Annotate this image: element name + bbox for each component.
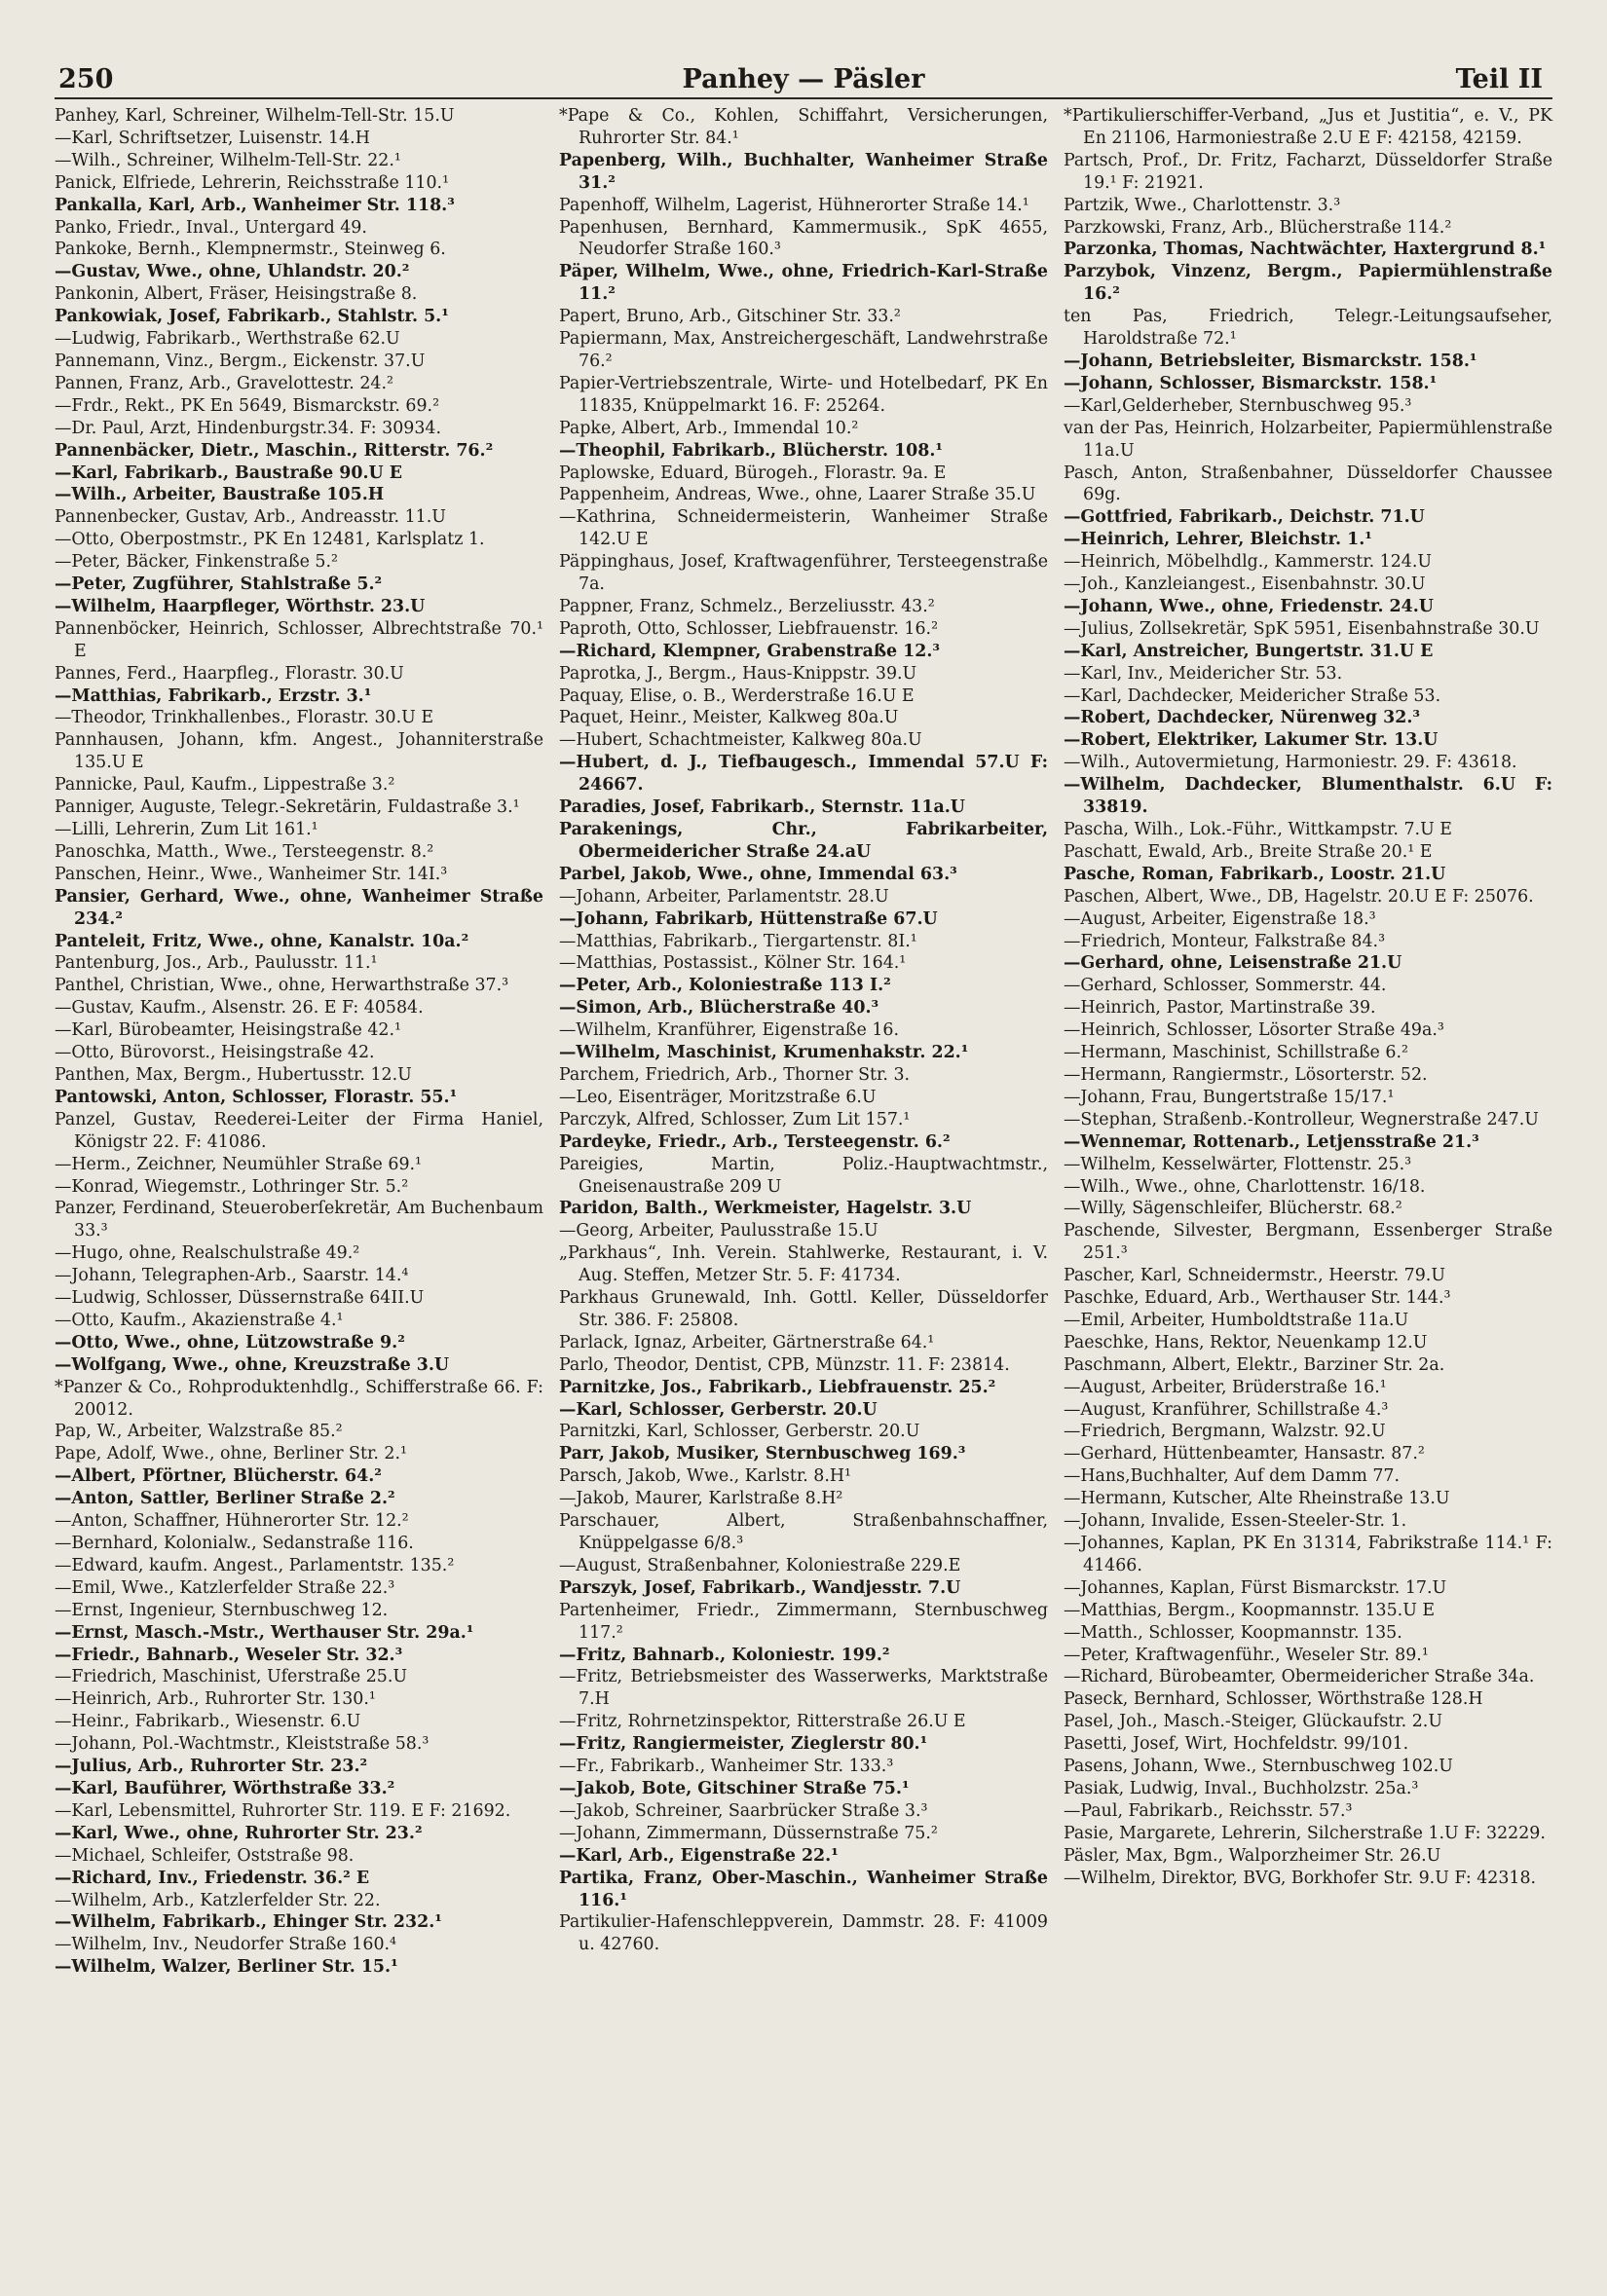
directory-entry: —Michael, Schleifer, Oststraße 98. — [55, 1845, 355, 1866]
directory-entry: „Parkhaus“, Inh. Verein. Stahlwerke, Restaurant, i. V. Aug. Steffen, Metzer Str. 5. F: 41734. — [559, 1243, 1048, 1286]
directory-entry: —Konrad, Wiegemstr., Lothringer Str. 5.² — [55, 1176, 409, 1197]
directory-entry: —Karl, Wwe., ohne, Ruhrorter Str. 23.² — [55, 1823, 423, 1843]
directory-entry: Partenheimer, Friedr., Zimmermann, Sternbuschweg 117.² — [559, 1600, 1048, 1643]
directory-entry: —Hermann, Maschinist, Schillstraße 6.² — [1064, 1043, 1408, 1063]
directory-entry: Parschauer, Albert, Straßenbahnschaffner, Knüppelgasse 6/8.³ — [559, 1511, 1048, 1553]
directory-entry: —Leo, Eisenträger, Moritzstraße 6.U — [559, 1087, 877, 1107]
directory-entry: —Fritz, Betriebsmeister des Wasserwerks, Marktstraße 7.H — [559, 1667, 1048, 1710]
directory-entry: —Ernst, Masch.-Mstr., Werthauser Str. 29a.¹ — [55, 1622, 474, 1643]
directory-entry: —Wilhelm, Kesselwärter, Flottenstr. 25.³ — [1064, 1154, 1412, 1174]
directory-entry: —Johann, Telegraphen-Arb., Saarstr. 14.⁴ — [55, 1266, 409, 1286]
directory-entry: —Jakob, Maurer, Karlstraße 8.H² — [559, 1489, 843, 1509]
directory-entry: Pankowiak, Josef, Fabrikarb., Stahlstr. 5.¹ — [55, 307, 449, 327]
directory-entry: —Matthias, Fabrikarb., Erzstr. 3.¹ — [55, 685, 372, 706]
directory-entry: —Wilhelm, Maschinist, Krumenhakstr. 22.¹ — [559, 1043, 969, 1063]
directory-entry: —Fritz, Rohrnetzinspektor, Ritterstraße 26.U E — [559, 1712, 966, 1732]
directory-entry: Pappner, Franz, Schmelz., Berzeliusstr. 43.² — [559, 596, 935, 616]
directory-entry: —Hans,Buchhalter, Auf dem Damm 77. — [1064, 1466, 1401, 1487]
directory-entry: —Wilhelm, Direktor, BVG, Borkhofer Str. 9.U F: 42318. — [1064, 1868, 1537, 1888]
directory-entry: —Johann, Zimmermann, Düssernstraße 75.² — [559, 1823, 938, 1843]
directory-entry: Papenhusen, Bernhard, Kammermusik., SpK 4655, Neudorfer Straße 160.³ — [559, 217, 1048, 260]
directory-entry: —Hubert, Schachtmeister, Kalkweg 80a.U — [559, 730, 922, 751]
directory-entry: Panniger, Auguste, Telegr.-Sekretärin, Fuldastraße 3.¹ — [55, 797, 520, 818]
directory-entry: Paridon, Balth., Werkmeister, Hagelstr. 3.U — [559, 1199, 972, 1219]
directory-entry: Pappenheim, Andreas, Wwe., ohne, Laarer Straße 35.U — [559, 485, 1036, 505]
directory-entry: —Gustav, Kaufm., Alsenstr. 26. E F: 40584. — [55, 998, 424, 1018]
directory-entry: Parlack, Ignaz, Arbeiter, Gärtnerstraße 64.¹ — [559, 1332, 935, 1352]
directory-entry: —Wilhelm, Arb., Katzlerfelder Str. 22. — [55, 1890, 381, 1910]
directory-entry: —Emil, Wwe., Katzlerfelder Straße 22.³ — [55, 1577, 395, 1598]
directory-entry: Parr, Jakob, Musiker, Sternbuschweg 169.³ — [559, 1444, 966, 1464]
directory-entry: —Richard, Klempner, Grabenstraße 12.³ — [559, 641, 941, 661]
directory-entry: —Joh., Kanzleiangest., Eisenbahnstr. 30.U — [1064, 574, 1426, 595]
directory-entry: —Heinr., Fabrikarb., Wiesenstr. 6.U — [55, 1712, 361, 1732]
column-3 — [1064, 105, 1552, 1979]
column-2 — [559, 105, 1048, 1979]
directory-entry: Panthel, Christian, Wwe., ohne, Herwarthstraße 37.³ — [55, 976, 509, 996]
directory-entry: —Gerhard, ohne, Leisenstraße 21.U — [1064, 953, 1402, 974]
directory-entry: —Heinrich, Möbelhdlg., Kammerstr. 124.U — [1064, 552, 1433, 573]
directory-entry: Paschen, Albert, Wwe., DB, Hagelstr. 20.U E F: 25076. — [1064, 886, 1534, 907]
running-title: Panhey — Päsler — [682, 64, 925, 94]
directory-entry: —Wilhelm, Dachdecker, Blumenthalstr. 6.U F: 33819. — [1064, 775, 1552, 818]
directory-entry: —Wilh., Schreiner, Wilhelm-Tell-Str. 22.¹ — [55, 150, 401, 170]
directory-entry: Pannes, Ferd., Haarpfleg., Florastr. 30.U — [55, 663, 404, 684]
directory-entry: —Jakob, Bote, Gitschiner Straße 75.¹ — [559, 1778, 910, 1798]
directory-entry: —Hugo, ohne, Realschulstraße 49.² — [55, 1243, 360, 1264]
directory-entry: —Johann, Arbeiter, Parlamentstr. 28.U — [559, 886, 889, 907]
directory-entry: Panthen, Max, Bergm., Hubertusstr. 12.U — [55, 1064, 412, 1085]
directory-entry: —Heinrich, Lehrer, Bleichstr. 1.¹ — [1064, 530, 1372, 550]
directory-entry: —Richard, Inv., Friedenstr. 36.² E — [55, 1868, 370, 1888]
directory-entry: Pannenbäcker, Dietr., Maschin., Ritterstr. 76.² — [55, 440, 494, 461]
directory-entry: —Jakob, Schreiner, Saarbrücker Straße 3.³ — [559, 1800, 928, 1821]
directory-entry: Partzik, Wwe., Charlottenstr. 3.³ — [1064, 195, 1341, 215]
directory-entry: Parnitzke, Jos., Fabrikarb., Liebfrauenstr. 25.² — [559, 1377, 996, 1397]
directory-entry: —Simon, Arb., Blücherstraße 40.³ — [559, 998, 879, 1018]
directory-entry: Parbel, Jakob, Wwe., ohne, Immendal 63.³ — [559, 864, 957, 884]
directory-entry: Pareigies, Martin, Poliz.-Hauptwachtmstr., Gneisenaustraße 209 U — [559, 1154, 1048, 1197]
directory-entry: —Hermann, Rangiermstr., Lösorterstr. 52. — [1064, 1064, 1428, 1085]
directory-entry: Pasel, Joh., Masch.-Steiger, Glückaufstr. 2.U — [1064, 1712, 1442, 1732]
directory-entry: Panoschka, Matth., Wwe., Tersteegenstr. 8.² — [55, 841, 434, 862]
directory-entry: Pasie, Margarete, Lehrerin, Silcherstraße 1.U F: 32229. — [1064, 1823, 1546, 1843]
directory-entry: —Hubert, d. J., Tiefbaugesch., Immendal 57.U F: 24667. — [559, 753, 1048, 796]
directory-entry: *Partikulierschiffer-Verband, „Jus et Justitia“, e. V., PK En 21106, Harmoniestraße 2.U E F: 42158, 42159. — [1064, 106, 1552, 148]
directory-entry: —Dr. Paul, Arzt, Hindenburgstr.34. F: 30934. — [55, 418, 442, 438]
directory-entry: Pannenbecker, Gustav, Arb., Andreasstr. 11.U — [55, 507, 446, 528]
directory-entry: Paradies, Josef, Fabrikarb., Sternstr. 11a.U — [559, 797, 965, 818]
directory-entry: —Gottfried, Fabrikarb., Deichstr. 71.U — [1064, 507, 1425, 528]
directory-entry: —Peter, Zugführer, Stahlstraße 5.² — [55, 574, 383, 595]
directory-entry: Papke, Albert, Arb., Immendal 10.² — [559, 418, 859, 438]
directory-entry: —Albert, Pförtner, Blücherstr. 64.² — [55, 1466, 382, 1487]
directory-entry: —Peter, Kraftwagenführ., Weseler Str. 89.¹ — [1064, 1645, 1429, 1665]
directory-entry: —Gerhard, Schlosser, Sommerstr. 44. — [1064, 976, 1387, 996]
directory-entry: Pannen, Franz, Arb., Gravelottestr. 24.² — [55, 373, 393, 393]
directory-entry: —Otto, Oberpostmstr., PK En 12481, Karlsplatz 1. — [55, 530, 485, 550]
directory-entry: —Wilh., Arbeiter, Baustraße 105.H — [55, 485, 385, 505]
directory-entry: —Johannes, Kaplan, Fürst Bismarckstr. 17.U — [1064, 1577, 1447, 1598]
directory-entry: Päppinghaus, Josef, Kraftwagenführer, Tersteegenstraße 7a. — [559, 552, 1048, 595]
directory-entry: —Theophil, Fabrikarb., Blücherstr. 108.¹ — [559, 440, 944, 461]
directory-entry: —Edward, kaufm. Angest., Parlamentstr. 135.² — [55, 1555, 455, 1575]
directory-entry: Parzkowski, Franz, Arb., Blücherstraße 114.² — [1064, 217, 1452, 238]
directory-entry: —Emil, Arbeiter, Humboldtstraße 11a.U — [1064, 1310, 1409, 1330]
directory-entry: —Stephan, Straßenb.-Kontrolleur, Wegnerstraße 247.U — [1064, 1109, 1539, 1129]
directory-entry: —Wennemar, Rottenarb., Letjensstraße 21.³ — [1064, 1131, 1479, 1152]
directory-entry: —Heinrich, Pastor, Martinstraße 39. — [1064, 998, 1376, 1018]
directory-entry: Papier-Vertriebszentrale, Wirte- und Hotelbedarf, PK En 11835, Knüppelmarkt 16. F: 25264. — [559, 373, 1048, 416]
directory-entry: —Ernst, Ingenieur, Sternbuschweg 12. — [55, 1600, 389, 1620]
directory-entry: Paeschke, Hans, Rektor, Neuenkamp 12.U — [1064, 1332, 1428, 1352]
directory-entry: Pasetti, Josef, Wirt, Hochfeldstr. 99/101. — [1064, 1734, 1409, 1755]
directory-entry: —Karl,Gelderheber, Sternbuschweg 95.³ — [1064, 395, 1412, 416]
part-label: Teil II — [1455, 64, 1543, 94]
directory-entry: Pannenböcker, Heinrich, Schlosser, Albrechtstraße 70.¹ E — [55, 618, 543, 661]
directory-entry: —Matthias, Bergm., Koopmannstr. 135.U E — [1064, 1600, 1436, 1620]
directory-entry: —Friedrich, Monteur, Falkstraße 84.³ — [1064, 931, 1386, 951]
directory-entry: Papenhoff, Wilhelm, Lagerist, Hühnerorter Straße 14.¹ — [559, 195, 1029, 215]
directory-entry: —Johann, Pol.-Wachtmstr., Kleiststraße 58.³ — [55, 1734, 430, 1755]
directory-entry: —Wilhelm, Haarpfleger, Wörthstr. 23.U — [55, 596, 426, 616]
directory-entry: —August, Arbeiter, Eigenstraße 18.³ — [1064, 908, 1376, 929]
directory-entry: Pascha, Wilh., Lok.-Führ., Wittkampstr. 7.U E — [1064, 820, 1452, 839]
directory-entry: Paschke, Eduard, Arb., Werthauser Str. 144.³ — [1064, 1288, 1451, 1309]
directory-entry: Paplowske, Eduard, Bürogeh., Florastr. 9a. E — [559, 463, 947, 483]
directory-entry: —Herm., Zeichner, Neumühler Straße 69.¹ — [55, 1154, 423, 1174]
directory-entry: —Kathrina, Schneidermeisterin, Wanheimer Straße 142.U E — [559, 507, 1048, 550]
directory-entry: —Johann, Invalide, Essen-Steeler-Str. 1. — [1064, 1511, 1407, 1532]
directory-entry: —Karl, Dachdecker, Meidericher Straße 53. — [1064, 685, 1441, 706]
directory-entry: Pankonin, Albert, Fräser, Heisingstraße 8. — [55, 284, 418, 305]
directory-entry: ten Pas, Friedrich, Telegr.-Leitungsaufseher, Haroldstraße 72.¹ — [1064, 307, 1552, 350]
directory-entry: Paschmann, Albert, Elektr., Barziner Str. 2a. — [1064, 1354, 1445, 1375]
directory-entry: —August, Kranführer, Schillstraße 4.³ — [1064, 1399, 1389, 1420]
directory-entry: —Johann, Fabrikarb, Hüttenstraße 67.U — [559, 908, 938, 929]
directory-entry: —Frdr., Rekt., PK En 5649, Bismarckstr. 69.² — [55, 395, 440, 416]
directory-entry: Parszyk, Josef, Fabrikarb., Wandjesstr. 7.U — [559, 1577, 961, 1598]
directory-entry: —Theodor, Trinkhallenbes., Florastr. 30.U E — [55, 708, 434, 728]
directory-entry: —Karl, Fabrikarb., Baustraße 90.U E — [55, 463, 402, 483]
directory-entry: Pantowski, Anton, Schlosser, Florastr. 55.¹ — [55, 1087, 458, 1107]
directory-entry: Pannhausen, Johann, kfm. Angest., Johanniterstraße 135.U E — [55, 730, 543, 773]
directory-entry: Panhey, Karl, Schreiner, Wilhelm-Tell-Str. 15.U — [55, 106, 455, 126]
directory-entry: Pasch, Anton, Straßenbahner, Düsseldorfer Chaussee 69g. — [1064, 463, 1552, 505]
directory-entry: —Karl, Lebensmittel, Ruhrorter Str. 119. E F: 21692. — [55, 1800, 511, 1821]
directory-entry: —August, Arbeiter, Brüderstraße 16.¹ — [1064, 1377, 1387, 1397]
directory-entry: Parnitzki, Karl, Schlosser, Gerberstr. 20.U — [559, 1422, 920, 1442]
directory-entry: —Otto, Wwe., ohne, Lützowstraße 9.² — [55, 1332, 405, 1352]
directory-entry: —Gerhard, Hüttenbeamter, Hansastr. 87.² — [1064, 1444, 1425, 1464]
directory-entry: Panko, Friedr., Inval., Untergard 49. — [55, 217, 367, 238]
directory-entry: Parzybok, Vinzenz, Bergm., Papiermühlenstraße 16.² — [1064, 262, 1552, 305]
directory-entry: —Friedrich, Bergmann, Walzstr. 92.U — [1064, 1422, 1386, 1442]
directory-entry: —Paul, Fabrikarb., Reichsstr. 57.³ — [1064, 1800, 1353, 1821]
directory-entry: van der Pas, Heinrich, Holzarbeiter, Papiermühlenstraße 11a.U — [1064, 418, 1552, 461]
directory-entry: —Willy, Sägenschleifer, Blücherstr. 68.² — [1064, 1199, 1402, 1219]
directory-entry: —Robert, Dachdecker, Nürenweg 32.³ — [1064, 708, 1421, 728]
directory-entry: Pasche, Roman, Fabrikarb., Loostr. 21.U — [1064, 864, 1446, 884]
directory-entry: —Friedr., Bahnarb., Weseler Str. 32.³ — [55, 1645, 403, 1665]
directory-entry: —Gustav, Wwe., ohne, Uhlandstr. 20.² — [55, 262, 410, 282]
directory-entry: Parlo, Theodor, Dentist, CPB, Münzstr. 11. F: 23814. — [559, 1354, 1010, 1375]
directory-entry: —Wilhelm, Fabrikarb., Ehinger Str. 232.¹ — [55, 1912, 442, 1933]
directory-entry: Pape, Adolf, Wwe., ohne, Berliner Str. 2.¹ — [55, 1444, 407, 1464]
directory-entry: —Ludwig, Fabrikarb., Werthstraße 62.U — [55, 329, 400, 350]
directory-entry: —Fr., Fabrikarb., Wanheimer Str. 133.³ — [559, 1757, 894, 1777]
directory-entry: —Otto, Kaufm., Akazienstraße 4.¹ — [55, 1310, 344, 1330]
directory-entry: —Julius, Arb., Ruhrorter Str. 23.² — [55, 1757, 368, 1777]
directory-entry: Pascher, Karl, Schneidermstr., Heerstr. 79.U — [1064, 1266, 1445, 1286]
directory-entry: Pardeyke, Friedr., Arb., Tersteegenstr. 6.² — [559, 1131, 951, 1152]
directory-entry: —Karl, Bauführer, Wörthstraße 33.² — [55, 1778, 395, 1798]
directory-entry: Pasiak, Ludwig, Inval., Buchholzstr. 25a.³ — [1064, 1778, 1419, 1798]
directory-entry: Parakenings, Chr., Fabrikarbeiter, Obermeidericher Straße 24.aU — [559, 820, 1048, 862]
directory-entry: Partsch, Prof., Dr. Fritz, Facharzt, Düsseldorfer Straße 19.¹ F: 21921. — [1064, 150, 1552, 193]
directory-entry: —Robert, Elektriker, Lakumer Str. 13.U — [1064, 730, 1439, 751]
directory-entry: —Karl, Bürobeamter, Heisingstraße 42.¹ — [55, 1020, 401, 1041]
directory-entry: Päper, Wilhelm, Wwe., ohne, Friedrich-Karl-Straße 11.² — [559, 262, 1048, 305]
directory-entry: Partikulier-Hafenschleppverein, Dammstr. 28. F: 41009 u. 42760. — [559, 1912, 1048, 1955]
directory-entry: —Julius, Zollsekretär, SpK 5951, Eisenbahnstraße 30.U — [1064, 618, 1540, 639]
directory-entry: Paschatt, Ewald, Arb., Breite Straße 20.¹ E — [1064, 841, 1433, 862]
directory-entry: —Heinrich, Schlosser, Lösorter Straße 49a.³ — [1064, 1020, 1444, 1041]
columns — [55, 105, 1552, 1979]
page-header — [55, 64, 1552, 99]
directory-entry: —Wilhelm, Walzer, Berliner Str. 15.¹ — [55, 1957, 398, 1978]
directory-entry: Pannemann, Vinz., Bergm., Eickenstr. 37.U — [55, 351, 426, 371]
directory-entry: Panzer, Ferdinand, Steueroberſekretär, Am Buchenbaum 33.³ — [55, 1199, 543, 1241]
directory-entry: Panzel, Gustav, Reederei-Leiter der Firma Haniel, Königstr 22. F: 41086. — [55, 1109, 543, 1152]
directory-entry: —Johann, Betriebsleiter, Bismarckstr. 158.¹ — [1064, 351, 1477, 371]
directory-entry: —Wolfgang, Wwe., ohne, Kreuzstraße 3.U — [55, 1354, 450, 1375]
directory-entry: —Georg, Arbeiter, Paulusstraße 15.U — [559, 1221, 878, 1241]
directory-entry: —Anton, Schaffner, Hühnerorter Str. 12.² — [55, 1511, 409, 1532]
directory-entry: Pasens, Johann, Wwe., Sternbuschweg 102.U — [1064, 1757, 1453, 1777]
directory-entry: —Karl, Arb., Eigenstraße 22.¹ — [559, 1845, 839, 1866]
directory-entry: —Johannes, Kaplan, PK En 31314, Fabrikstraße 114.¹ F: 41466. — [1064, 1534, 1552, 1575]
directory-entry: Parchem, Friedrich, Arb., Thorner Str. 3. — [559, 1064, 911, 1085]
directory-entry: —Hermann, Kutscher, Alte Rheinstraße 13.U — [1064, 1489, 1450, 1509]
directory-entry: —Wilhelm, Inv., Neudorfer Straße 160.⁴ — [55, 1935, 397, 1955]
directory-entry: Pantenburg, Jos., Arb., Paulusstr. 11.¹ — [55, 953, 378, 974]
directory-entry: —Peter, Bäcker, Finkenstraße 5.² — [55, 552, 338, 573]
directory-entry: —Otto, Bürovorst., Heisingstraße 42. — [55, 1043, 375, 1063]
directory-entry: —Lilli, Lehrerin, Zum Lit 161.¹ — [55, 820, 318, 839]
directory-entry: —Fritz, Bahnarb., Koloniestr. 199.² — [559, 1645, 890, 1665]
directory-entry: Pap, W., Arbeiter, Walzstraße 85.² — [55, 1422, 343, 1442]
directory-entry: Parczyk, Alfred, Schlosser, Zum Lit 157.¹ — [559, 1109, 911, 1129]
directory-entry: —Karl, Inv., Meidericher Str. 53. — [1064, 663, 1343, 684]
directory-entry: Pansier, Gerhard, Wwe., ohne, Wanheimer Straße 234.² — [55, 886, 543, 929]
directory-entry: —Johann, Schlosser, Bismarckstr. 158.¹ — [1064, 373, 1438, 393]
directory-entry: —August, Straßenbahner, Koloniestraße 229.E — [559, 1555, 961, 1575]
directory-entry: —Heinrich, Arb., Ruhrorter Str. 130.¹ — [55, 1689, 376, 1710]
directory-entry: Parsch, Jakob, Wwe., Karlstr. 8.H¹ — [559, 1466, 852, 1487]
directory-entry: —Peter, Arb., Koloniestraße 113 I.² — [559, 976, 891, 996]
directory-entry: —Matthias, Fabrikarb., Tiergartenstr. 8I.¹ — [559, 931, 917, 951]
column-1 — [55, 105, 543, 1979]
directory-entry: —Richard, Bürobeamter, Obermeidericher Straße 34a. — [1064, 1667, 1535, 1687]
directory-entry: *Pape & Co., Kohlen, Schiffahrt, Versicherungen, Ruhrorter Str. 84.¹ — [559, 106, 1048, 148]
page-number: 250 — [58, 64, 114, 94]
directory-entry: Paseck, Bernhard, Schlosser, Wörthstraße 128.H — [1064, 1689, 1483, 1710]
directory-entry: —Anton, Sattler, Berliner Straße 2.² — [55, 1489, 395, 1509]
directory-entry: —Wilh., Autovermietung, Harmoniestr. 29. F: 43618. — [1064, 753, 1517, 773]
directory-entry: Panschen, Heinr., Wwe., Wanheimer Str. 14I.³ — [55, 864, 448, 884]
directory-entry: Paprotka, J., Bergm., Haus-Knippstr. 39.U — [559, 663, 917, 684]
directory-entry: Parkhaus Grunewald, Inh. Gottl. Keller, Düsseldorfer Str. 386. F: 25808. — [559, 1288, 1048, 1330]
directory-entry: Papert, Bruno, Arb., Gitschiner Str. 33.² — [559, 307, 901, 327]
directory-entry: —Friedrich, Maschinist, Uferstraße 25.U — [55, 1667, 408, 1687]
directory-entry: —Ludwig, Schlosser, Düssernstraße 64II.U — [55, 1288, 425, 1309]
directory-entry: —Bernhard, Kolonialw., Sedanstraße 116. — [55, 1534, 414, 1553]
directory-entry: Paschende, Silvester, Bergmann, Essenberger Straße 251.³ — [1064, 1221, 1552, 1264]
directory-entry: Papiermann, Max, Anstreichergeschäft, Landwehrstraße 76.² — [559, 329, 1048, 371]
directory-entry: Paquet, Heinr., Meister, Kalkweg 80a.U — [559, 708, 899, 728]
directory-entry: Paquay, Elise, o. B., Werderstraße 16.U E — [559, 685, 915, 706]
directory-entry: —Fritz, Rangiermeister, Zieglerstr 80.¹ — [559, 1734, 928, 1755]
directory-entry: —Karl, Anstreicher, Bungertstr. 31.U E — [1064, 641, 1434, 661]
directory-entry: Pannicke, Paul, Kaufm., Lippestraße 3.² — [55, 775, 395, 796]
directory-entry: —Karl, Schriftsetzer, Luisenstr. 14.H — [55, 128, 370, 148]
directory-entry: —Johann, Frau, Bungertstraße 15/17.¹ — [1064, 1087, 1395, 1107]
directory-entry: Paproth, Otto, Schlosser, Liebfrauenstr. 16.² — [559, 618, 939, 639]
directory-entry: Partika, Franz, Ober-Maschin., Wanheimer Straße 116.¹ — [559, 1868, 1048, 1910]
directory-entry: —Wilh., Wwe., ohne, Charlottenstr. 16/18. — [1064, 1176, 1426, 1197]
directory-entry: —Matthias, Postassist., Kölner Str. 164.¹ — [559, 953, 907, 974]
directory-entry: *Panzer & Co., Rohproduktenhdlg., Schifferstraße 66. F: 20012. — [55, 1377, 543, 1420]
directory-entry: —Wilhelm, Kranführer, Eigenstraße 16. — [559, 1020, 900, 1041]
directory-entry: Pankoke, Bernh., Klempnermstr., Steinweg 6. — [55, 240, 446, 260]
directory-entry: —Karl, Schlosser, Gerberstr. 20.U — [559, 1399, 878, 1420]
directory-entry: Pankalla, Karl, Arb., Wanheimer Str. 118.³ — [55, 195, 455, 215]
directory-entry: Parzonka, Thomas, Nachtwächter, Haxtergrund 8.¹ — [1064, 240, 1547, 260]
directory-entry: Päsler, Max, Bgm., Walporzheimer Str. 26.U — [1064, 1845, 1441, 1866]
directory-entry: —Johann, Wwe., ohne, Friedenstr. 24.U — [1064, 596, 1434, 616]
directory-entry: Panteleit, Fritz, Wwe., ohne, Kanalstr. 10a.² — [55, 931, 469, 951]
directory-entry: Papenberg, Wilh., Buchhalter, Wanheimer Straße 31.² — [559, 150, 1048, 193]
directory-entry: Panick, Elfriede, Lehrerin, Reichsstraße 110.¹ — [55, 172, 450, 193]
directory-entry: —Matth., Schlosser, Koopmannstr. 135. — [1064, 1622, 1402, 1643]
